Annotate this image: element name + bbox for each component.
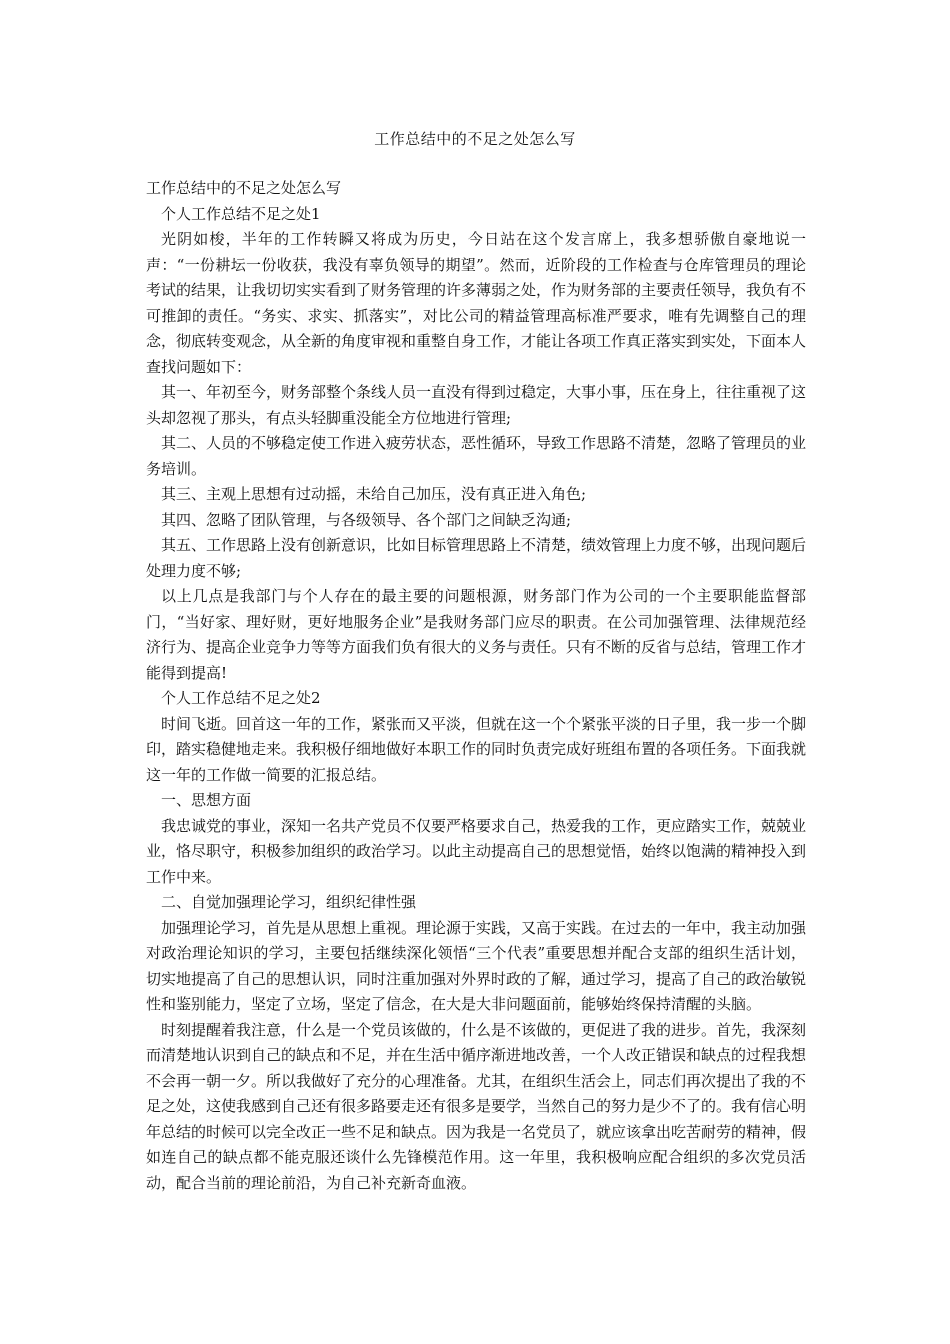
paragraph: 其一、年初至今，财务部整个条线人员一直没有得到过稳定，大事小事，压在身上，往往重视了这头却忽视了那头，有点头轻脚重没能全方位地进行管理; <box>146 383 807 427</box>
paragraph: 时间飞逝。回首这一年的工作，紧张而又平淡，但就在这一个个紧张平淡的日子里，我一步一个脚印，踏实稳健地走来。我积极仔细地做好本职工作的同时负责完成好班组布置的各项任务。下面我就这一年的工作做一简要的汇报总结。 <box>146 714 807 784</box>
section-heading-1: 个人工作总结不足之处1 <box>161 204 321 223</box>
paragraph: 其三、主观上思想有过动摇，未给自己加压，没有真正进入角色; <box>161 485 587 503</box>
paragraph: 其四、忽略了团队管理，与各级领导、各个部门之间缺乏沟通; <box>161 510 572 529</box>
paragraph: 加强理论学习，首先是从思想上重视。理论源于实践，又高于实践。在过去的一年中，我主动加强对政治理论知识的学习，主要包括继续深化领悟“三个代表”重要思想并配合支部的组织生活计划，切实地提高了自己的思想认识，同时注重加强对外界时政的了解，通过学习，提高了自己的政治敏锐性和鉴别能力，坚定了立场，坚定了信念，在大是大非问题面前，能够始终保持清醒的头脑。 <box>146 918 807 1013</box>
paragraph: 其二、人员的不够稳定使工作进入疲劳状态，恶性循环，导致工作思路不清楚，忽略了管理员的业务培训。 <box>146 434 807 478</box>
paragraph: 我忠诚党的事业，深知一名共产党员不仅要严格要求自己，热爱我的工作，更应踏实工作，兢兢业业，恪尽职守，积极参加组织的政治学习。以此主动提高自己的思想觉悟，始终以饱满的精神投入到工作中来。 <box>146 816 807 886</box>
section-heading-2: 个人工作总结不足之处2 <box>161 689 321 707</box>
paragraph: 以上几点是我部门与个人存在的最主要的问题根源，财务部门作为公司的一个主要职能监督部门，“当好家、理好财，更好地服务企业”是我财务部门应尽的职责。在公司加强管理、法律规范经济行为、提高企业竞争力等等方面我们负有很大的义务与责任。只有不断的反省与总结，管理工作才能得到提高! <box>146 587 807 682</box>
subheading-theory-study: 二、自觉加强理论学习，组织纪律性强 <box>161 893 417 911</box>
paragraph: 其五、工作思路上没有创新意识，比如目标管理思路上不清楚，绩效管理上力度不够，出现问题后处理力度不够; <box>146 536 807 580</box>
body-heading: 工作总结中的不足之处怎么写 <box>146 179 342 197</box>
document-title: 工作总结中的不足之处怎么写 <box>374 130 576 148</box>
paragraph: 时刻提醒着我注意，什么是一个党员该做的，什么是不该做的，更促进了我的进步。首先，我深刻而清楚地认识到自己的缺点和不足，并在生活中循序渐进地改善，一个人改正错误和缺点的过程我想不会再一朝一夕。所以我做好了充分的心理准备。尤其，在组织生活会上，同志们再次提出了我的不足之处，这使我感到自己还有很多路要走还有很多是要学，当然自己的努力是少不了的。我有信心明年总结的时候可以完全改正一些不足和缺点。因为我是一名党员了，就应该拿出吃苦耐劳的精神，假如连自己的缺点都不能克服还谈什么先锋模范作用。这一年里，我积极响应配合组织的多次党员活动，配合当前的理论前沿，为自己补充新奇血液。 <box>146 1020 807 1192</box>
subheading-thought: 一、思想方面 <box>161 791 252 809</box>
document-body <box>146 176 806 1196</box>
paragraph: 光阴如梭，半年的工作转瞬又将成为历史，今日站在这个发言席上，我多想骄傲自豪地说一声：“一份耕坛一份收获，我没有辜负领导的期望”。然而，近阶段的工作检查与仓库管理员的理论考试的结果，让我切切实实看到了财务管理的许多薄弱之处，作为财务部的主要责任领导，我负有不可推卸的责任。“务实、求实、抓落实”，对比公司的精益管理高标准严要求，唯有先调整自己的理念，彻底转变观念，从全新的角度审视和重整自身工作，才能让各项工作真正落实到实处，下面本人查找问题如下： <box>146 230 807 376</box>
